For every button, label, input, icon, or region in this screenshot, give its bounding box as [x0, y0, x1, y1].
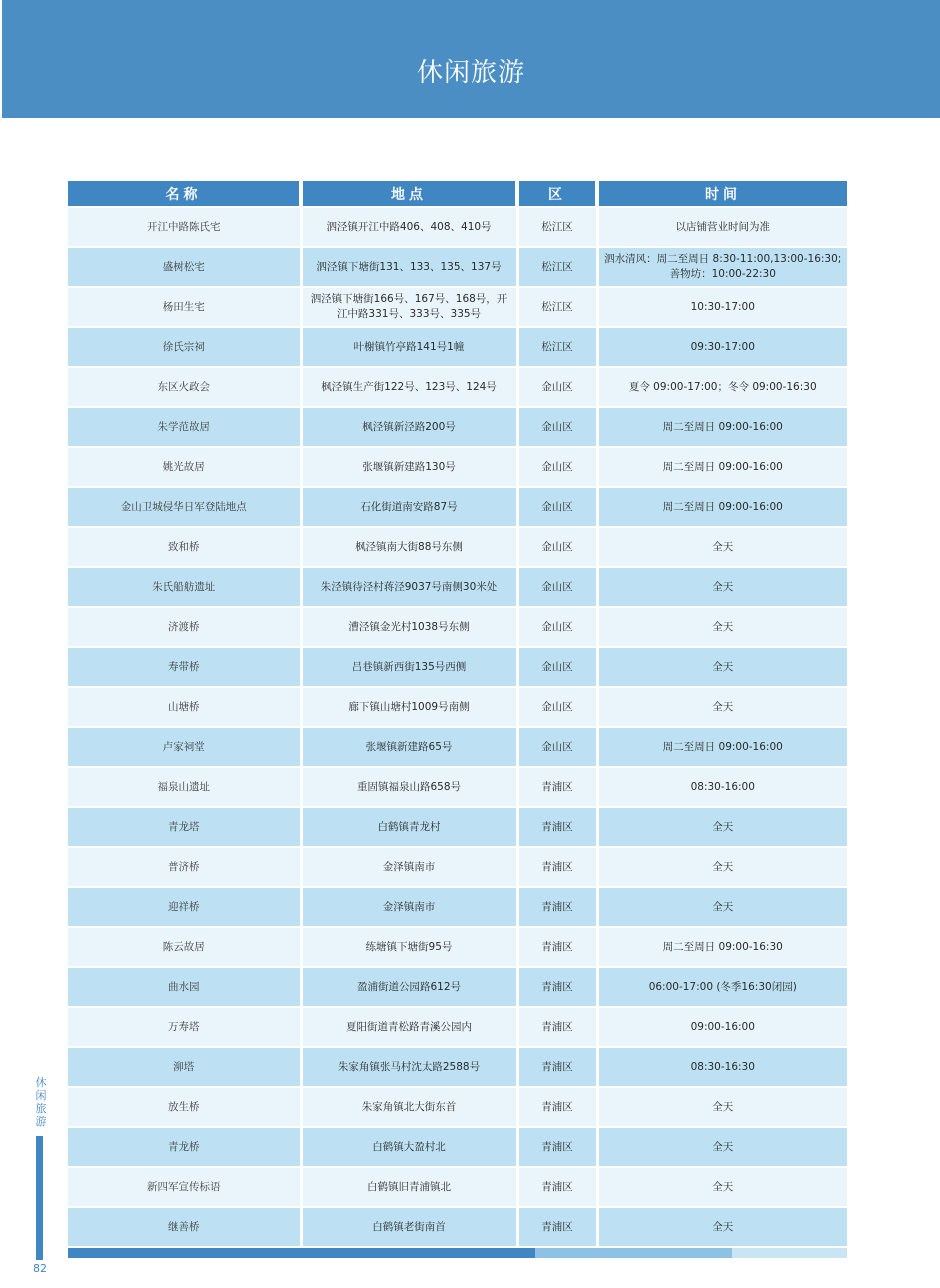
time-cell: 10:30-17:00	[597, 287, 847, 327]
location-cell: 泗泾镇下塘街166号、167号、168号，开江中路331号、333号、335号	[301, 287, 517, 327]
district-cell: 金山区	[517, 607, 597, 647]
district-cell: 金山区	[517, 367, 597, 407]
footer-bar-segment-1	[68, 1248, 535, 1258]
table-row	[68, 1047, 847, 1087]
side-accent-bar	[36, 1136, 43, 1260]
time-cell: 全天	[597, 647, 847, 687]
location-cell: 白鹤镇大盈村北	[301, 1127, 517, 1167]
name-cell: 寿带桥	[68, 647, 301, 687]
name-cell: 新四军宣传标语	[68, 1167, 301, 1207]
name-cell: 福泉山遗址	[68, 767, 301, 807]
location-cell: 枫泾镇新泾路200号	[301, 407, 517, 447]
time-cell: 08:30-16:00	[597, 767, 847, 807]
table-row	[68, 287, 847, 327]
table-header-row	[68, 181, 847, 207]
name-cell: 迎祥桥	[68, 887, 301, 927]
table-row	[68, 247, 847, 287]
district-cell: 青浦区	[517, 1207, 597, 1246]
table-row	[68, 367, 847, 407]
district-cell: 青浦区	[517, 1047, 597, 1087]
district-cell: 金山区	[517, 687, 597, 727]
table-row	[68, 767, 847, 807]
table-row	[68, 607, 847, 647]
footer-bar-segment-2	[535, 1248, 732, 1258]
location-cell: 白鹤镇青龙村	[301, 807, 517, 847]
table-row	[68, 687, 847, 727]
district-cell: 松江区	[517, 327, 597, 367]
location-cell: 朱家角镇张马村沈太路2588号	[301, 1047, 517, 1087]
table-row	[68, 207, 847, 247]
time-cell: 泗水清风：周二至周日 8:30-11:00,13:00-16:30; 善物坊：10:00-22:30	[597, 247, 847, 287]
location-cell: 重固镇福泉山路658号	[301, 767, 517, 807]
name-cell: 放生桥	[68, 1087, 301, 1127]
district-cell: 金山区	[517, 447, 597, 487]
time-cell: 06:00-17:00 (冬季16:30闭园)	[597, 967, 847, 1007]
column-header-name: 名称	[68, 181, 301, 207]
page-number: 82	[33, 1262, 47, 1275]
time-cell: 09:30-17:00	[597, 327, 847, 367]
location-cell: 泗泾镇开江中路406、408、410号	[301, 207, 517, 247]
district-cell: 青浦区	[517, 887, 597, 927]
location-cell: 石化街道南安路87号	[301, 487, 517, 527]
table-row	[68, 567, 847, 607]
time-cell: 周二至周日 09:00-16:00	[597, 487, 847, 527]
time-cell: 全天	[597, 607, 847, 647]
time-cell: 全天	[597, 567, 847, 607]
table-row	[68, 1007, 847, 1047]
time-cell: 全天	[597, 527, 847, 567]
district-cell: 金山区	[517, 567, 597, 607]
district-cell: 青浦区	[517, 847, 597, 887]
name-cell: 开江中路陈氏宅	[68, 207, 301, 247]
name-cell: 万寿塔	[68, 1007, 301, 1047]
name-cell: 朱学范故居	[68, 407, 301, 447]
table-row	[68, 487, 847, 527]
district-cell: 青浦区	[517, 967, 597, 1007]
name-cell: 泖塔	[68, 1047, 301, 1087]
table-row	[68, 807, 847, 847]
name-cell: 普济桥	[68, 847, 301, 887]
location-cell: 白鹤镇旧青浦镇北	[301, 1167, 517, 1207]
time-cell: 08:30-16:30	[597, 1047, 847, 1087]
district-cell: 金山区	[517, 407, 597, 447]
location-cell: 泗泾镇下塘街131、133、135、137号	[301, 247, 517, 287]
name-cell: 徐氏宗祠	[68, 327, 301, 367]
district-cell: 青浦区	[517, 807, 597, 847]
time-cell: 周二至周日 09:00-16:00	[597, 727, 847, 767]
table-row	[68, 527, 847, 567]
location-cell: 朱家角镇北大街东首	[301, 1087, 517, 1127]
district-cell: 松江区	[517, 247, 597, 287]
district-cell: 金山区	[517, 487, 597, 527]
time-cell: 夏令 09:00-17:00；冬令 09:00-16:30	[597, 367, 847, 407]
district-cell: 青浦区	[517, 927, 597, 967]
name-cell: 朱氏船舫遗址	[68, 567, 301, 607]
side-section-label: 休闲旅游	[35, 1076, 47, 1128]
footer-bar-segment-3	[732, 1248, 847, 1258]
table-row	[68, 407, 847, 447]
table-row	[68, 1127, 847, 1167]
time-cell: 周二至周日 09:00-16:00	[597, 447, 847, 487]
name-cell: 杨田生宅	[68, 287, 301, 327]
table-row	[68, 647, 847, 687]
table-row	[68, 327, 847, 367]
name-cell: 卢家祠堂	[68, 727, 301, 767]
name-cell: 济渡桥	[68, 607, 301, 647]
time-cell: 以店铺营业时间为准	[597, 207, 847, 247]
location-cell: 吕巷镇新西街135号西侧	[301, 647, 517, 687]
time-cell: 全天	[597, 887, 847, 927]
location-cell: 白鹤镇老街南首	[301, 1207, 517, 1246]
location-cell: 漕泾镇金光村1038号东侧	[301, 607, 517, 647]
time-cell: 全天	[597, 687, 847, 727]
table-row	[68, 1167, 847, 1207]
location-cell: 练塘镇下塘街95号	[301, 927, 517, 967]
column-header-time: 时间	[597, 181, 847, 207]
column-header-location: 地点	[301, 181, 517, 207]
time-cell: 全天	[597, 1127, 847, 1167]
time-cell: 全天	[597, 807, 847, 847]
name-cell: 姚光故居	[68, 447, 301, 487]
table-body	[68, 207, 847, 1246]
location-cell: 金泽镇南市	[301, 887, 517, 927]
time-cell: 全天	[597, 847, 847, 887]
table-row	[68, 927, 847, 967]
district-cell: 青浦区	[517, 767, 597, 807]
name-cell: 东区火政会	[68, 367, 301, 407]
district-cell: 金山区	[517, 727, 597, 767]
table-row	[68, 1087, 847, 1127]
location-cell: 枫泾镇生产街122号、123号、124号	[301, 367, 517, 407]
district-cell: 金山区	[517, 527, 597, 567]
location-cell: 张堰镇新建路130号	[301, 447, 517, 487]
location-cell: 枫泾镇南大街88号东侧	[301, 527, 517, 567]
table-row	[68, 887, 847, 927]
column-header-district: 区	[517, 181, 597, 207]
time-cell: 09:00-16:00	[597, 1007, 847, 1047]
location-cell: 夏阳街道青松路青溪公园内	[301, 1007, 517, 1047]
table-row	[68, 847, 847, 887]
time-cell: 全天	[597, 1207, 847, 1246]
district-cell: 青浦区	[517, 1167, 597, 1207]
location-cell: 廊下镇山塘村1009号南侧	[301, 687, 517, 727]
location-cell: 金泽镇南市	[301, 847, 517, 887]
location-cell: 张堰镇新建路65号	[301, 727, 517, 767]
name-cell: 金山卫城侵华日军登陆地点	[68, 487, 301, 527]
name-cell: 陈云故居	[68, 927, 301, 967]
location-cell: 朱泾镇待泾村蒋泾9037号南侧30米处	[301, 567, 517, 607]
name-cell: 曲水园	[68, 967, 301, 1007]
name-cell: 盛树松宅	[68, 247, 301, 287]
name-cell: 致和桥	[68, 527, 301, 567]
time-cell: 全天	[597, 1167, 847, 1207]
location-cell: 叶榭镇竹亭路141号1幢	[301, 327, 517, 367]
table-row	[68, 447, 847, 487]
page-header-banner	[2, 0, 940, 118]
district-cell: 松江区	[517, 207, 597, 247]
name-cell: 山塘桥	[68, 687, 301, 727]
district-cell: 金山区	[517, 647, 597, 687]
name-cell: 青龙桥	[68, 1127, 301, 1167]
district-cell: 青浦区	[517, 1087, 597, 1127]
time-cell: 全天	[597, 1087, 847, 1127]
name-cell: 继善桥	[68, 1207, 301, 1246]
table-row	[68, 967, 847, 1007]
district-cell: 松江区	[517, 287, 597, 327]
table-row	[68, 1207, 847, 1246]
attractions-table	[68, 181, 847, 1246]
location-cell: 盈浦街道公园路612号	[301, 967, 517, 1007]
time-cell: 周二至周日 09:00-16:00	[597, 407, 847, 447]
district-cell: 青浦区	[517, 1127, 597, 1167]
time-cell: 周二至周日 09:00-16:30	[597, 927, 847, 967]
page-title: 休闲旅游	[416, 58, 525, 88]
table-row	[68, 727, 847, 767]
district-cell: 青浦区	[517, 1007, 597, 1047]
name-cell: 青龙塔	[68, 807, 301, 847]
